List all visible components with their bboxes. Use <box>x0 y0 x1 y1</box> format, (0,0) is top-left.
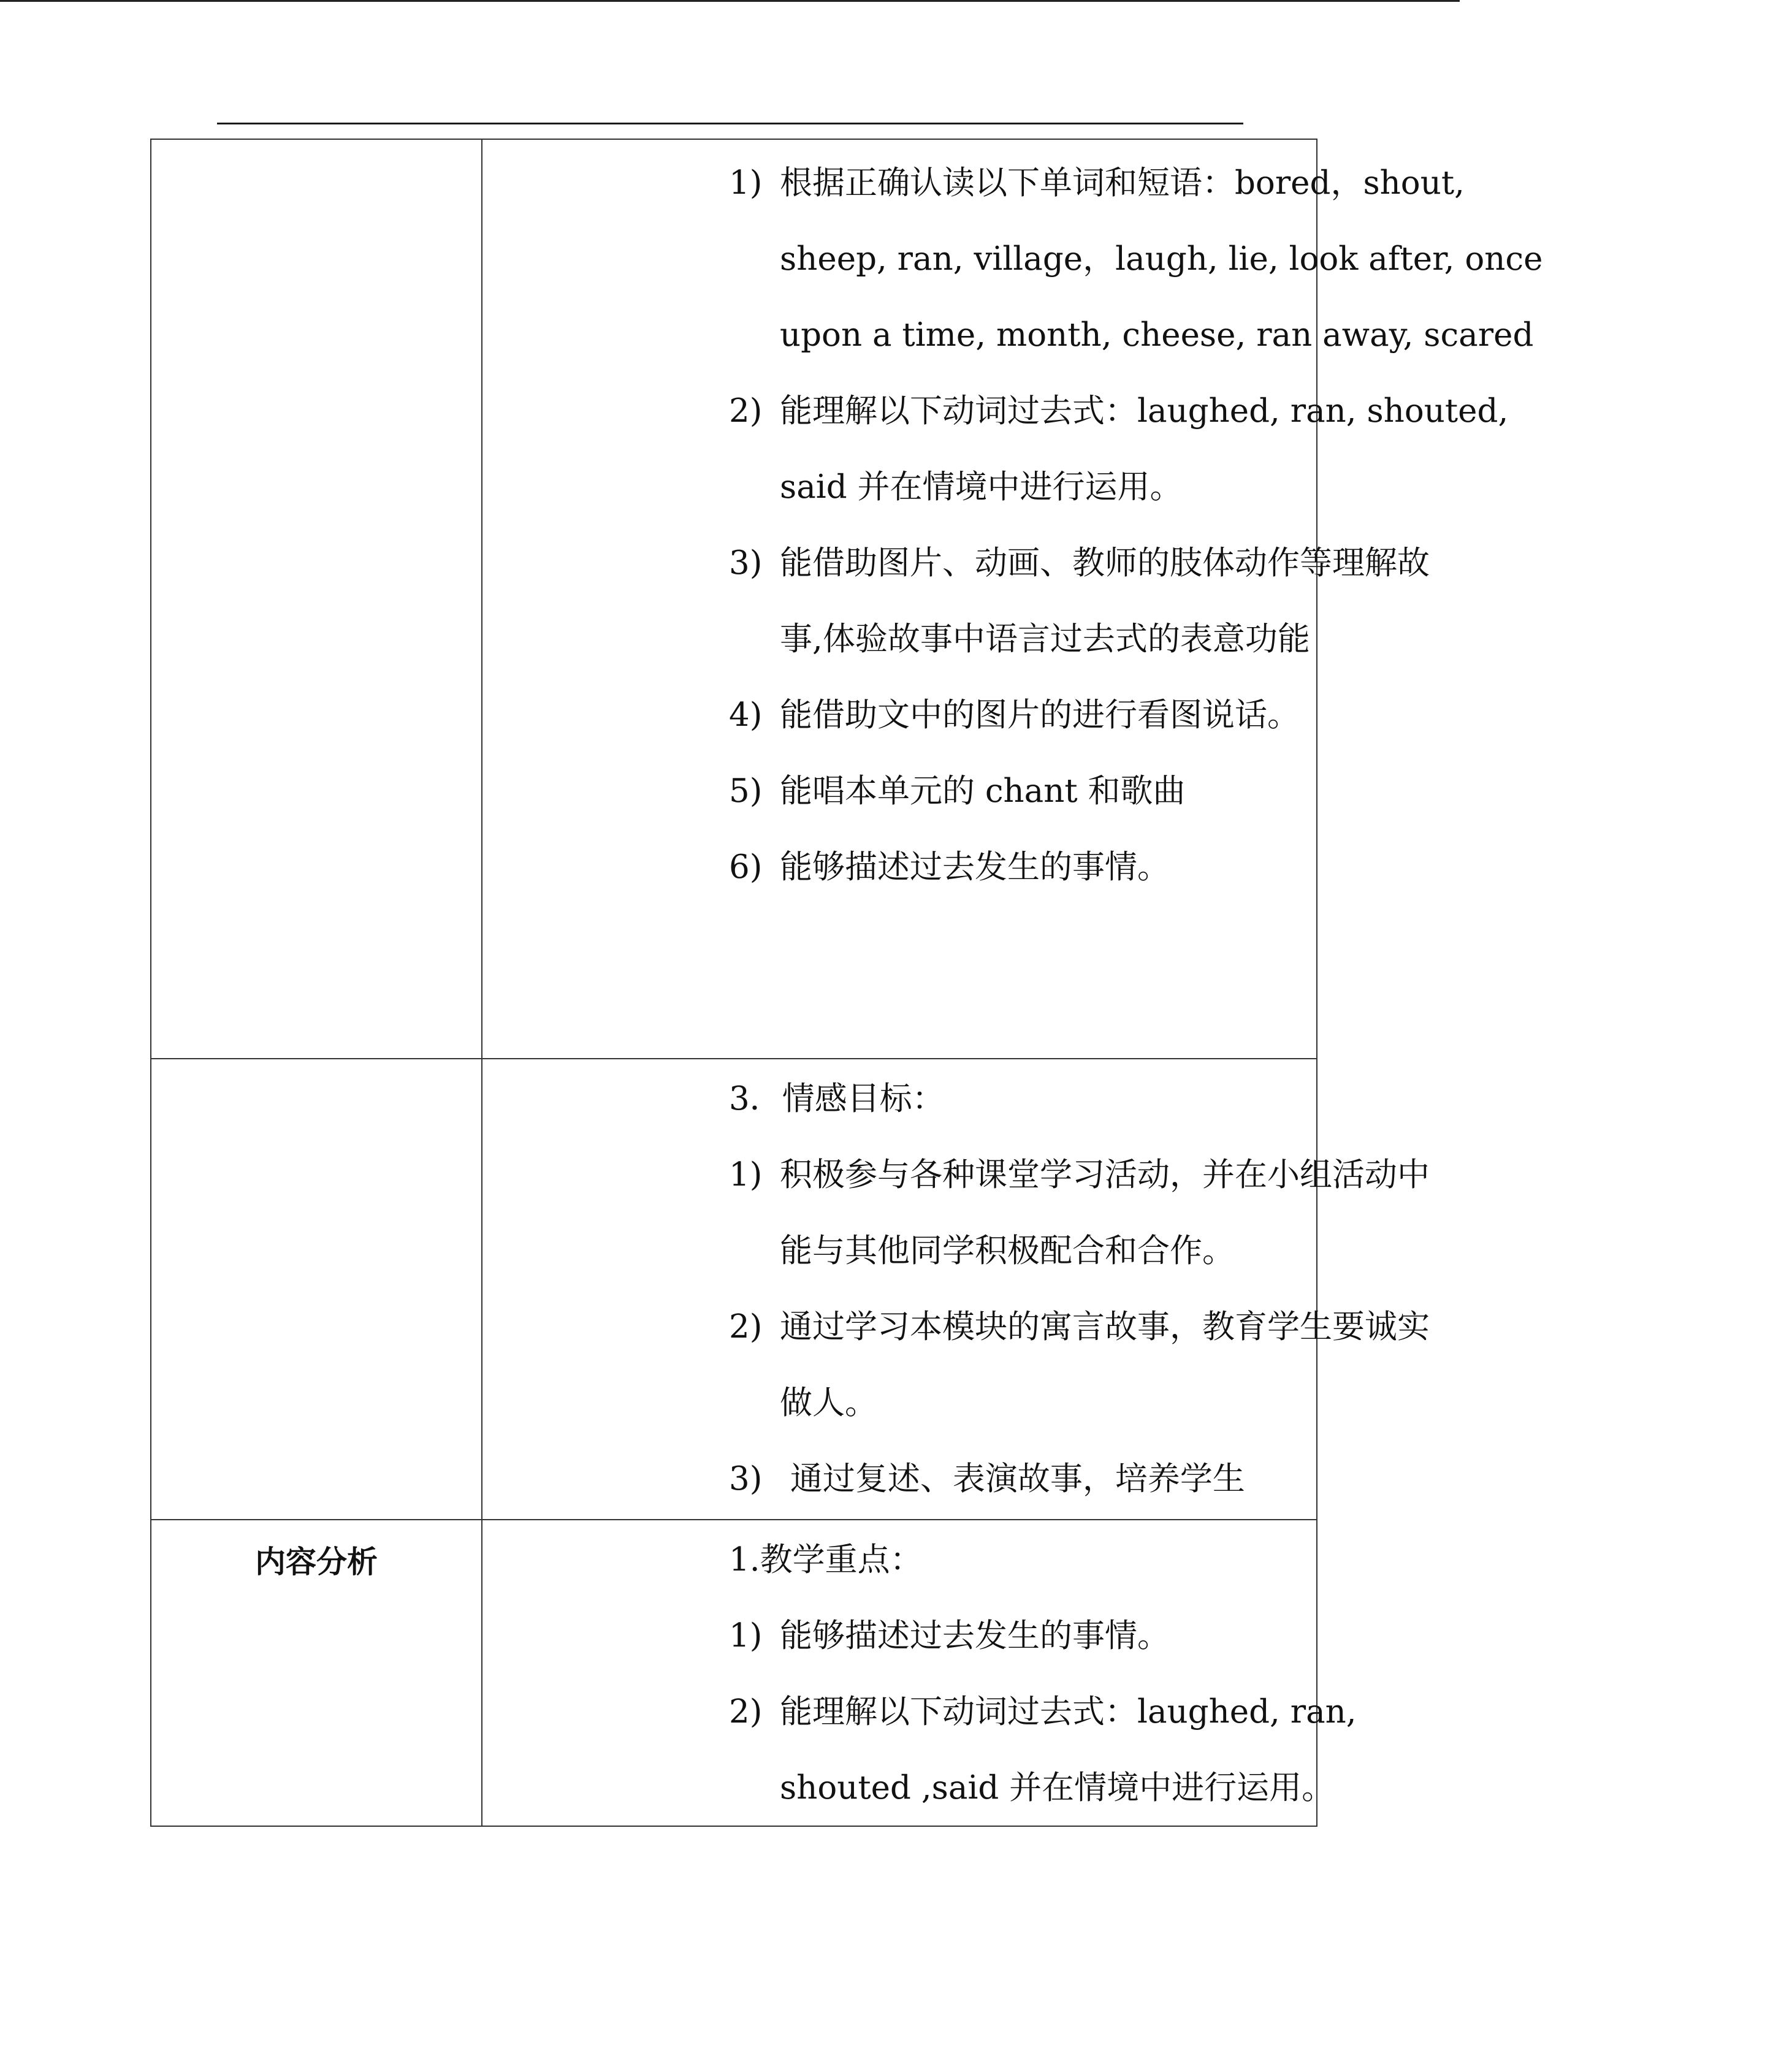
item-number: 2) <box>729 392 763 430</box>
list-item <box>332 1674 1792 1750</box>
item-number: 3) <box>729 1460 763 1498</box>
item-text: shouted ,said 并在情境中进行运用。 <box>780 1769 1335 1807</box>
section-heading-text: 1.教学重点： <box>729 1541 923 1578</box>
section-heading <box>332 1061 1792 1137</box>
item-number: 1) <box>729 1617 763 1655</box>
item-text: said 并在情境中进行运用。 <box>780 468 1183 506</box>
item-number: 4) <box>729 696 763 734</box>
item-number: 3) <box>729 544 763 582</box>
item-text: 能与其他同学积极配合和合作。 <box>780 1232 1235 1270</box>
list-item <box>332 373 1792 449</box>
item-text: 能理解以下动词过去式：laughed, ran, shouted, <box>780 392 1509 430</box>
item-number: 1) <box>729 164 763 202</box>
item-number: 5) <box>729 772 763 810</box>
item-text: 通过学习本模块的寓言故事，教育学生要诚实 <box>780 1308 1430 1346</box>
content-analysis-row <box>151 1520 1317 1826</box>
list-item <box>332 829 1792 905</box>
list-item-continued <box>332 297 1792 373</box>
content-analysis-content-cell <box>482 1520 1357 1826</box>
list-item <box>332 1441 1792 1517</box>
lesson-plan-table <box>150 139 1543 1827</box>
objectives-row <box>151 139 1317 1059</box>
list-item-continued <box>332 1365 1792 1441</box>
item-number: 1) <box>729 1156 763 1194</box>
item-number: 2) <box>729 1693 763 1731</box>
list-item-continued <box>332 1213 1792 1289</box>
list-item-continued <box>332 1750 1792 1826</box>
item-text: 根据正确认读以下单词和短语：bored，shout, <box>780 164 1465 202</box>
emotional-goals-content-cell <box>482 1059 1430 1520</box>
item-text: 事,体验故事中语言过去式的表意功能 <box>780 620 1310 658</box>
item-text: 能够描述过去发生的事情。 <box>780 848 1170 886</box>
list-item <box>332 753 1792 829</box>
list-item-continued <box>332 221 1792 297</box>
list-item-continued <box>332 601 1792 677</box>
item-number: 2) <box>729 1308 763 1346</box>
list-item <box>332 677 1792 753</box>
item-text: 能借助文中的图片的进行看图说话。 <box>780 696 1300 734</box>
page-top-edge <box>0 0 1460 2</box>
section-heading <box>332 1522 1792 1598</box>
item-text: 能借助图片、动画、教师的肢体动作等理解故 <box>780 544 1430 582</box>
list-item <box>332 1598 1792 1674</box>
header-rule <box>217 123 1243 124</box>
emotional-goals-row <box>151 1059 1317 1520</box>
objectives-content-cell <box>482 139 1543 1059</box>
item-text: sheep, ran, village，laugh, lie, look after, once <box>780 240 1543 278</box>
section-heading-text: 3．情感目标： <box>729 1080 945 1118</box>
item-text: 通过复述、表演故事，培养学生 <box>780 1460 1245 1498</box>
item-text: 能够描述过去发生的事情。 <box>780 1617 1170 1655</box>
list-item <box>332 145 1792 221</box>
item-text: 能唱本单元的 chant 和歌曲 <box>780 772 1186 810</box>
list-item <box>332 525 1792 601</box>
item-text: 做人。 <box>780 1384 877 1422</box>
item-text: upon a time, month, cheese, ran away, scared <box>780 316 1534 354</box>
item-number: 6) <box>729 848 763 886</box>
item-text: 积极参与各种课堂学习活动，并在小组活动中 <box>780 1156 1430 1194</box>
list-item <box>332 1289 1792 1365</box>
list-item <box>332 1137 1792 1213</box>
content-analysis-label: 内容分析 <box>255 1544 378 1580</box>
list-item-continued <box>332 449 1792 525</box>
item-text: 能理解以下动词过去式：laughed, ran, <box>780 1693 1357 1731</box>
